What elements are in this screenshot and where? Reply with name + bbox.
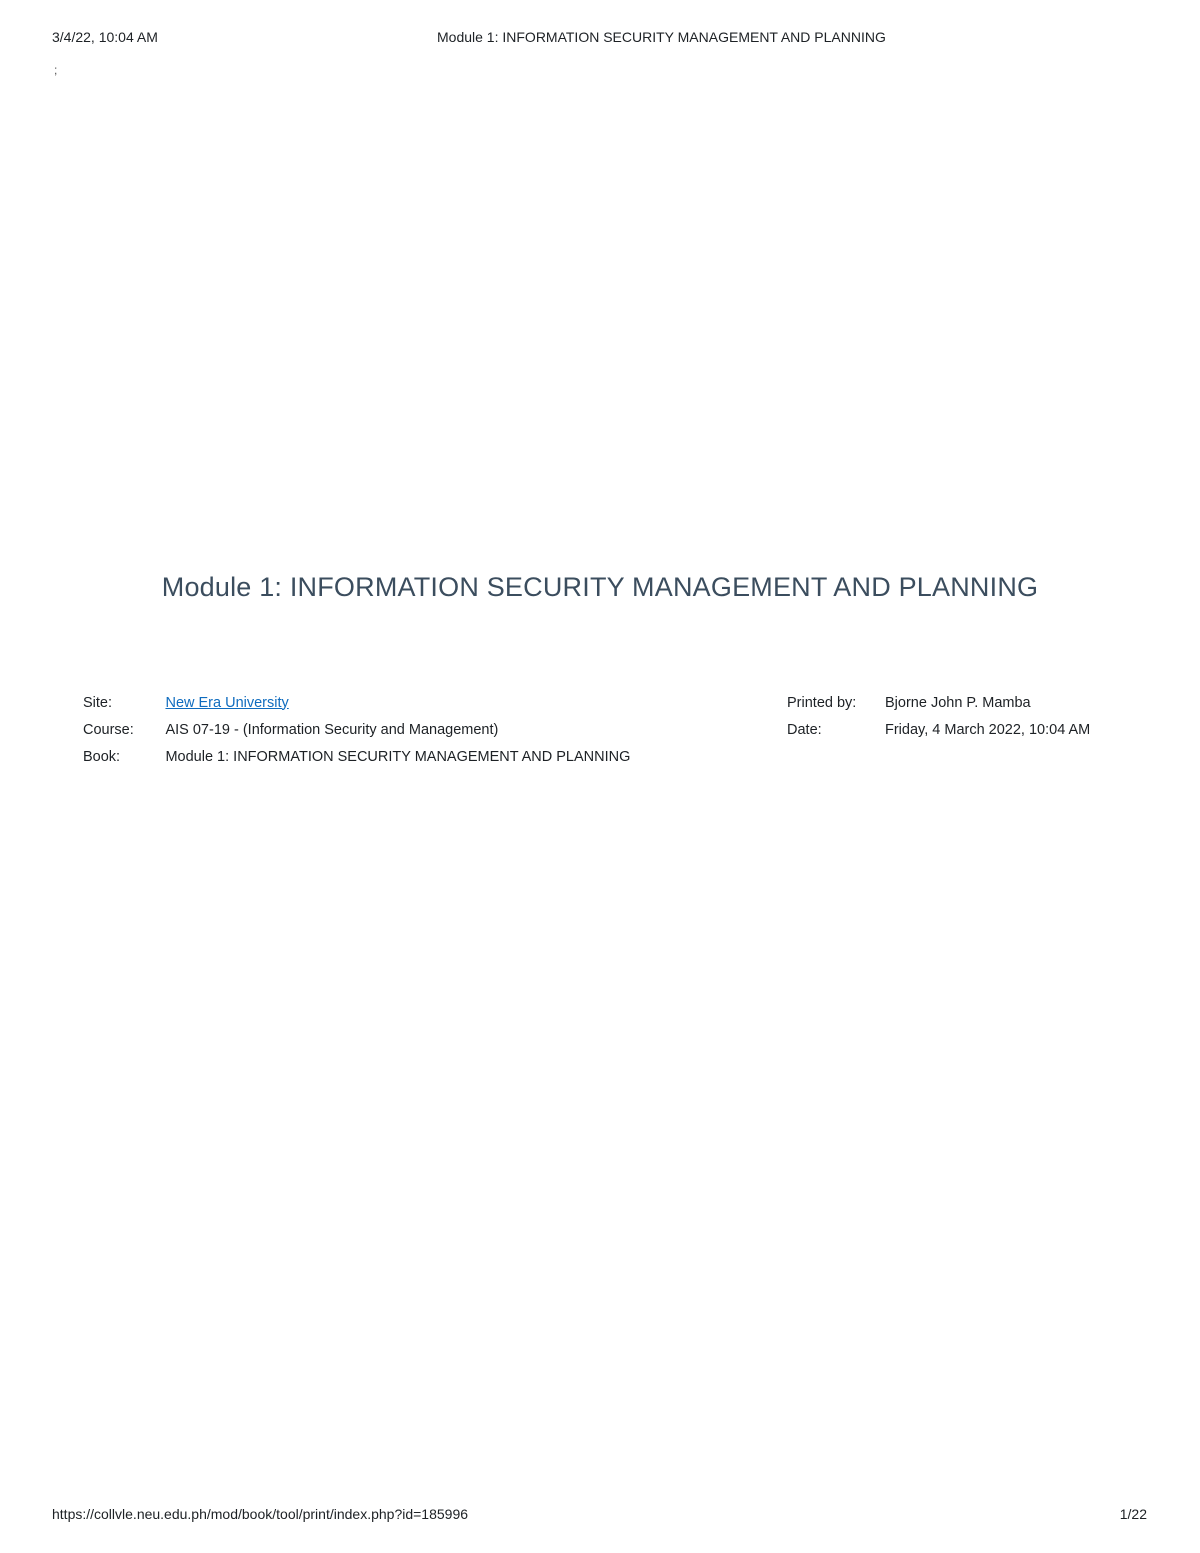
stray-mark: ; <box>54 63 58 77</box>
course-row <box>83 716 643 743</box>
date-value: Friday, 4 March 2022, 10:04 AM <box>885 721 1091 738</box>
footer-page-number: 1/22 <box>1119 1506 1147 1522</box>
print-header-title: Module 1: INFORMATION SECURITY MANAGEMENT AND PLANNING <box>437 29 886 45</box>
book-label: Book: <box>83 748 121 765</box>
site-row <box>83 689 643 716</box>
print-datetime: 3/4/22, 10:04 AM <box>52 29 158 45</box>
course-value: AIS 07-19 - (Information Security and Management) <box>165 721 499 738</box>
print-info-table <box>787 689 1147 743</box>
print-header <box>0 29 1200 49</box>
book-info-table <box>83 689 643 770</box>
site-label: Site: <box>83 694 113 711</box>
printed-by-row <box>787 689 1147 716</box>
footer-url: https://collvle.neu.edu.ph/mod/book/tool/print/index.php?id=185996 <box>52 1506 469 1522</box>
date-label: Date: <box>787 721 822 738</box>
book-title: Module 1: INFORMATION SECURITY MANAGEMENT AND PLANNING <box>161 572 1039 602</box>
site-link[interactable]: New Era University <box>165 694 289 711</box>
book-row <box>83 743 643 770</box>
date-row <box>787 716 1147 743</box>
course-label: Course: <box>83 721 134 738</box>
book-value: Module 1: INFORMATION SECURITY MANAGEMENT AND PLANNING <box>165 748 631 765</box>
printed-by-label: Printed by: <box>787 694 857 711</box>
print-footer <box>0 1506 1200 1526</box>
printed-by-value: Bjorne John P. Mamba <box>885 694 1031 711</box>
